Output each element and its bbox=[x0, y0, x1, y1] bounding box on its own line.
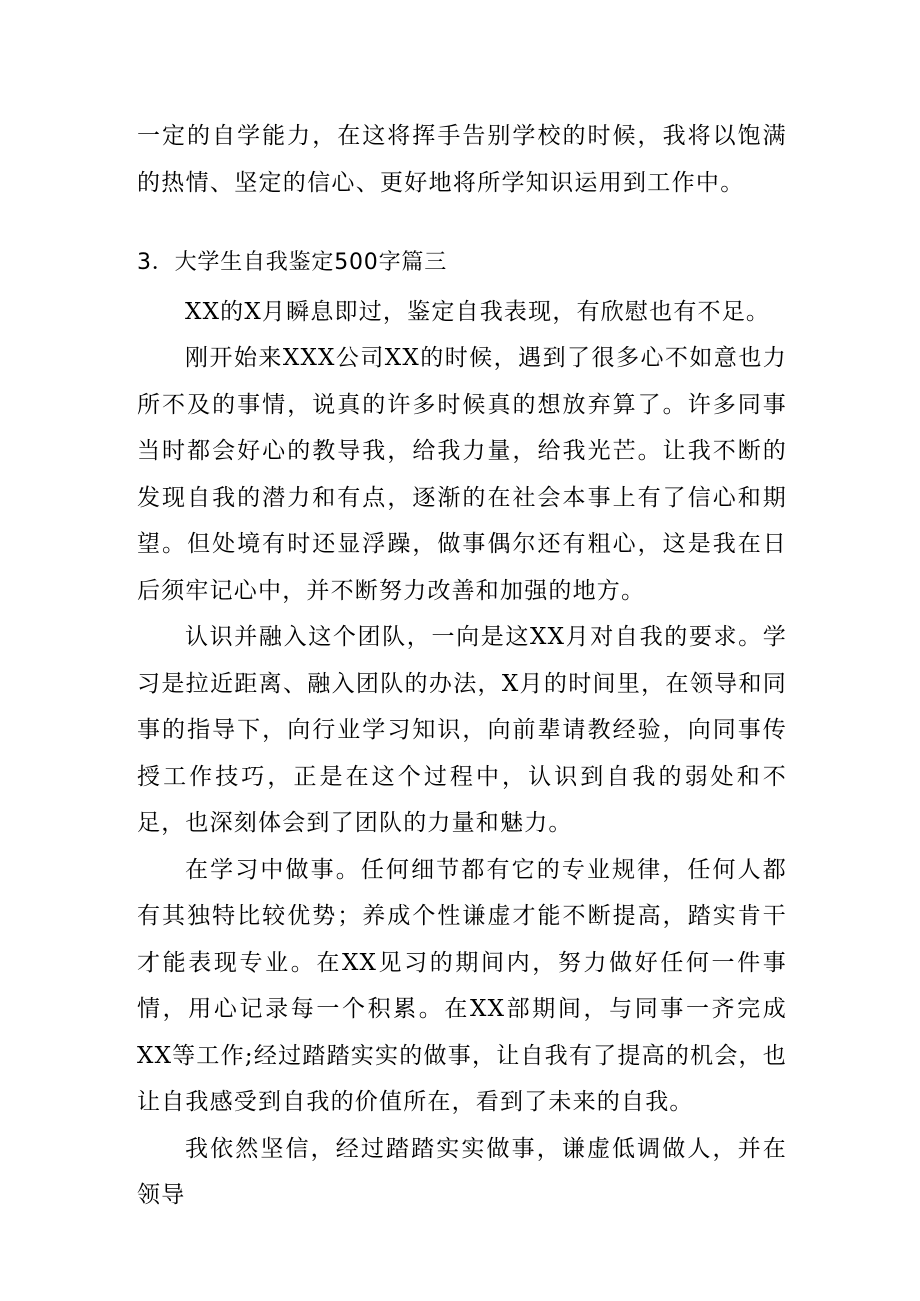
paragraph-2: 刚开始来XXX公司XX的时候，遇到了很多心不如意也力所不及的事情，说真的许多时候真的想放弃算了。许多同事当时都会好心的教导我，给我力量，给我光芒。让我不断的发现自我的潜力和有点，逐渐的在社会本事上有了信心和期望。但处境有时还显浮躁，做事偶尔还有粗心，这是我在日后须牢记心中，并不断努力改善和加强的地方。 bbox=[137, 345, 787, 604]
paragraph-4: 在学习中做事。任何细节都有它的专业规律，任何人都有其独特比较优势；养成个性谦虚才能不断提高，踏实肯干才能表现专业。在XX见习的期间内，努力做好任何一件事情，用心记录每一个积累。在XX部期间，与同事一齐完成XX等工作;经过踏踏实实的做事，让自我有了提高的机会，也让自我感受到自我的价值所在，看到了未来的自我。 bbox=[137, 856, 787, 1115]
section-heading: 3．大学生自我鉴定500字篇三 bbox=[137, 250, 447, 275]
document-body bbox=[137, 113, 787, 1219]
paragraph-5: 我依然坚信，经过踏踏实实做事，谦虚低调做人，并在领导 bbox=[137, 1135, 787, 1208]
paragraph-3: 认识并融入这个团队，一向是这XX月对自我的要求。学习是拉近距离、融入团队的办法，X月的时间里，在领导和同事的指导下，向行业学习知识，向前辈请教经验，向同事传授工作技巧，正是在这个过程中，认识到自我的弱处和不足，也深刻体会到了团队的力量和魅力。 bbox=[137, 624, 787, 836]
paragraph-1: XX的X月瞬息即过，鉴定自我表现，有欣慰也有不足。 bbox=[185, 298, 771, 325]
continuation-paragraph: 一定的自学能力，在这将挥手告别学校的时候，我将以饱满的热情、坚定的信心、更好地将所学知识运用到工作中。 bbox=[137, 123, 787, 196]
